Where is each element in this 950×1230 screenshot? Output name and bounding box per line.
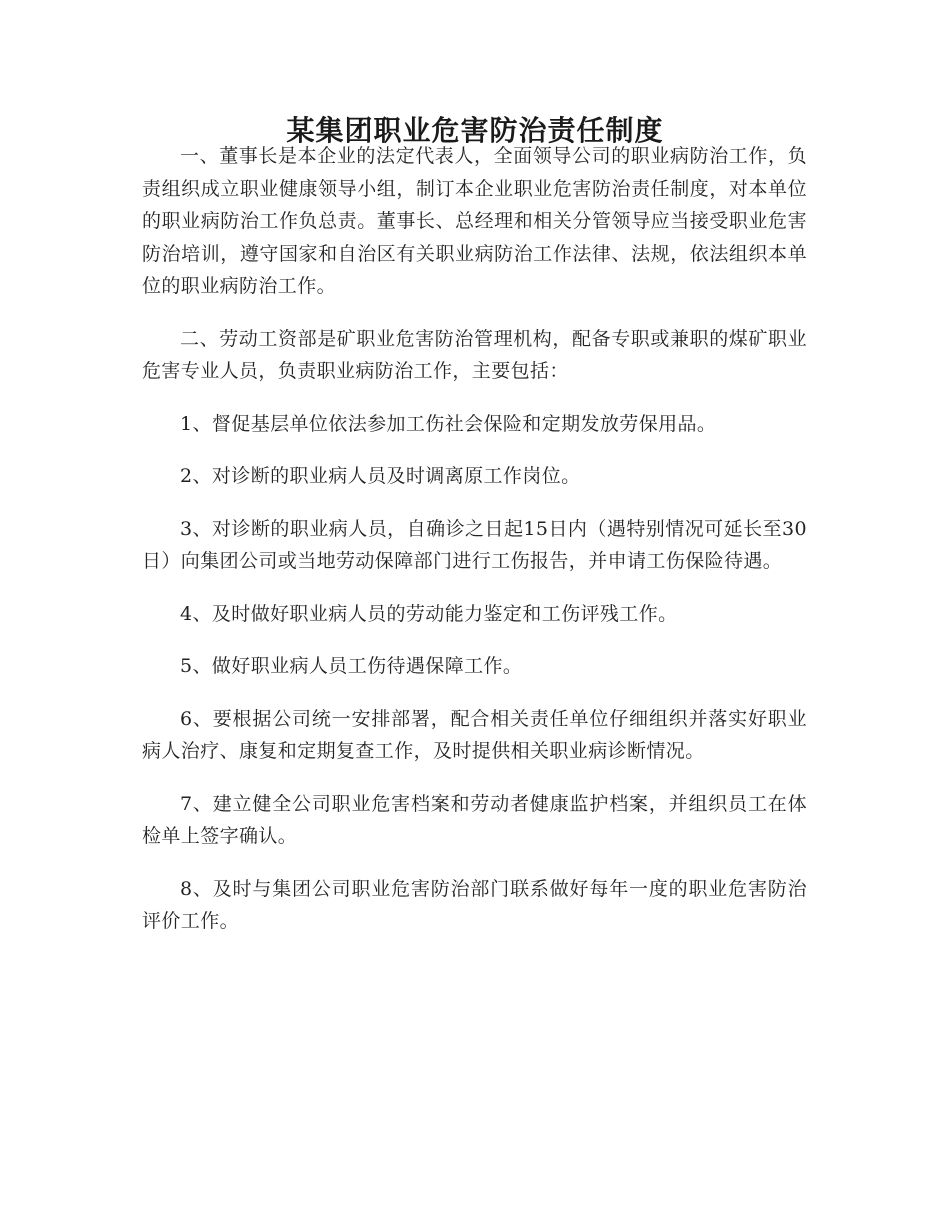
list-item-2: 2、对诊断的职业病人员及时调离原工作岗位。 bbox=[180, 465, 581, 487]
list-item-3: 3、对诊断的职业病人员，自确诊之日起15日内（遇特别情况可延长至30日）向集团公司或当地劳动保障部门进行工伤报告，并申请工伤保险待遇。 bbox=[142, 517, 807, 572]
list-item-4: 4、及时做好职业病人员的劳动能力鉴定和工伤评残工作。 bbox=[180, 602, 678, 625]
list-item-8: 8、及时与集团公司职业危害防治部门联系做好每年一度的职业危害防治评价工作。 bbox=[142, 877, 807, 932]
document-title: 某集团职业危害防治责任制度 bbox=[286, 114, 664, 147]
list-item-6: 6、要根据公司统一安排部署，配合相关责任单位仔细组织并落实好职业病人治疗、康复和定期复查工作，及时提供相关职业病诊断情况。 bbox=[142, 707, 807, 762]
paragraph-2: 二、劳动工资部是矿职业危害防治管理机构，配备专职或兼职的煤矿职业危害专业人员，负责职业病防治工作，主要包括： bbox=[142, 327, 807, 382]
paragraph-1: 一、董事长是本企业的法定代表人，全面领导公司的职业病防治工作，负责组织成立职业健康领导小组，制订本企业职业危害防治责任制度，对本单位的职业病防治工作负总责。董事长、总经理和相关分管领导应当接受职业危害防治培训，遵守国家和自治区有关职业病防治工作法律、法规，依法组织本单位的职业病防治工作。 bbox=[142, 145, 807, 297]
list-item-1: 1、督促基层单位依法参加工伤社会保险和定期发放劳保用品。 bbox=[180, 412, 717, 435]
document-body bbox=[142, 140, 807, 958]
list-item-7: 7、建立健全公司职业危害档案和劳动者健康监护档案，并组织员工在体检单上签字确认。 bbox=[142, 792, 807, 847]
list-item-5: 5、做好职业病人员工伤待遇保障工作。 bbox=[180, 655, 523, 677]
